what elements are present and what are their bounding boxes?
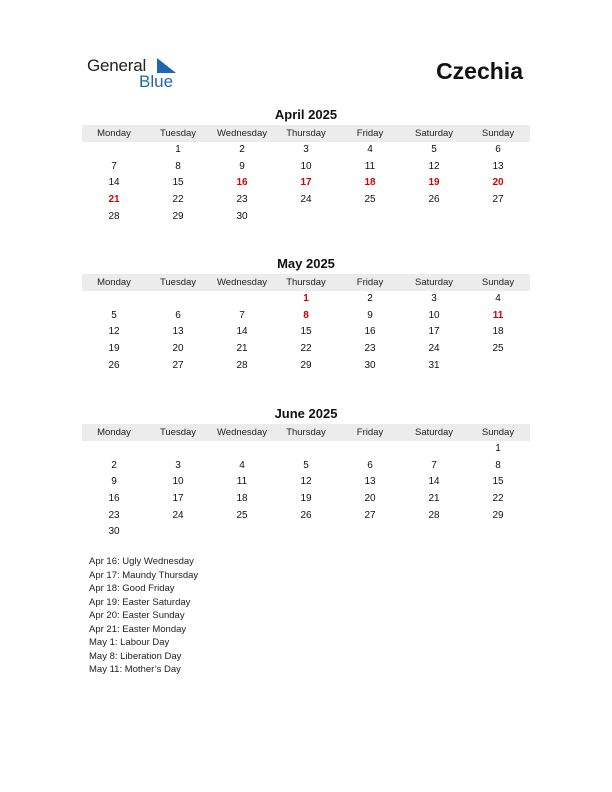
holiday-note: Apr 18: Good Friday [89,583,175,594]
week-row [82,474,530,491]
day-cell: 14 [428,476,440,488]
holiday-day-cell: 17 [300,177,312,189]
month-calendar-may [82,256,530,374]
week-row [82,441,530,458]
day-cell: 14 [108,177,120,189]
holiday-note: Apr 20: Easter Sunday [89,610,185,621]
day-cell: 16 [364,326,376,338]
week-row [82,291,530,308]
day-cell: 19 [300,493,312,505]
day-cell: 8 [175,160,181,172]
holiday-note: Apr 16: Ugly Wednesday [89,556,194,567]
week-row [82,491,530,508]
weekday-label: Thursday [286,427,326,438]
empty-day-cell [146,291,210,308]
weekday-label: Tuesday [159,427,197,438]
holiday-notes-list [89,555,198,677]
day-cell: 30 [236,210,248,222]
weeks-grid [82,441,530,541]
weeks-grid [82,142,530,225]
weekday-label: Friday [356,128,384,139]
empty-day-cell [82,142,146,159]
logo-text-general: General [87,56,147,75]
weekday-label: Friday [356,277,384,288]
weekday-label: Tuesday [159,277,197,288]
empty-day-cell [210,524,274,541]
weekday-label: Monday [97,427,131,438]
week-row [82,175,530,192]
day-cell: 21 [236,343,248,355]
holiday-day-cell: 21 [108,194,120,206]
day-cell: 26 [300,509,312,521]
day-cell: 6 [495,144,501,155]
day-cell: 29 [300,359,312,371]
day-cell: 3 [431,293,437,304]
day-cell: 27 [364,509,376,521]
holiday-day-cell: 16 [236,177,248,189]
logo-text-blue: Blue [139,72,174,91]
holiday-day-cell: 8 [303,309,309,321]
day-cell: 5 [431,144,437,155]
weekday-label: Saturday [414,128,454,139]
day-cell: 9 [367,309,373,321]
country-title: Czechia [436,58,523,84]
weekday-label: Thursday [286,128,326,139]
day-cell: 1 [495,443,501,454]
day-cell: 6 [367,459,373,471]
empty-day-cell [402,209,466,226]
week-row [82,308,530,325]
day-cell: 14 [236,326,248,338]
day-cell: 18 [236,493,248,505]
holiday-day-cell: 18 [364,177,376,189]
weeks-grid [82,291,530,374]
month-calendar-april [82,107,530,225]
day-cell: 20 [364,493,376,505]
day-cell: 10 [428,309,440,321]
weekday-label: Sunday [481,128,515,139]
week-row [82,209,530,226]
day-cell: 10 [300,160,312,172]
day-cell: 24 [300,194,312,206]
weekday-label: Wednesday [217,128,267,139]
empty-day-cell [466,358,530,375]
day-cell: 4 [239,459,245,471]
day-cell: 7 [239,309,245,321]
day-cell: 11 [364,160,376,172]
holiday-note: May 8: Liberation Day [89,650,182,662]
empty-day-cell [338,441,402,458]
day-cell: 22 [172,194,184,206]
day-cell: 28 [108,210,120,222]
day-cell: 26 [108,359,120,371]
weekday-header [82,274,530,291]
holiday-day-cell: 1 [303,293,309,304]
day-cell: 25 [364,194,376,206]
day-cell: 25 [492,343,504,355]
empty-day-cell [274,441,338,458]
day-cell: 15 [172,177,184,189]
holiday-note: Apr 19: Easter Saturday [89,596,191,608]
month-title: April 2025 [274,107,338,122]
empty-day-cell [338,209,402,226]
empty-day-cell [466,209,530,226]
day-cell: 12 [108,326,120,338]
holiday-note: Apr 21: Easter Monday [89,623,187,635]
week-row [82,324,530,341]
day-cell: 9 [111,476,117,488]
month-title: May 2025 [277,256,335,271]
holiday-note: May 11: Mother’s Day [89,664,181,675]
empty-day-cell [82,441,146,458]
day-cell: 24 [428,343,440,355]
day-cell: 19 [108,343,120,355]
weekday-label: Saturday [414,277,454,288]
day-cell: 30 [108,526,120,538]
day-cell: 3 [303,144,309,155]
holiday-day-cell: 11 [492,309,504,321]
weekday-label: Sunday [481,277,515,288]
day-cell: 21 [428,493,440,505]
week-row [82,358,530,375]
weekday-label: Monday [97,277,131,288]
weekday-label: Wednesday [217,277,267,288]
weekday-label: Sunday [481,427,515,438]
day-cell: 13 [492,160,504,172]
month-calendar-june [82,406,530,541]
weekday-label: Tuesday [159,128,197,139]
day-cell: 27 [172,359,184,371]
empty-day-cell [402,524,466,541]
empty-day-cell [210,291,274,308]
week-row [82,508,530,525]
empty-day-cell [274,524,338,541]
month-title: June 2025 [274,406,338,421]
day-cell: 7 [431,459,437,471]
holiday-note: Apr 17: Maundy Thursday [89,569,199,581]
day-cell: 4 [367,144,373,155]
week-row [82,341,530,358]
holiday-day-cell: 19 [428,177,440,189]
day-cell: 15 [300,326,312,338]
day-cell: 28 [428,509,440,521]
empty-day-cell [82,291,146,308]
weekday-label: Friday [356,427,384,438]
day-cell: 9 [239,160,245,172]
empty-day-cell [466,524,530,541]
day-cell: 23 [108,509,120,521]
generalblue-logo [87,56,187,92]
day-cell: 26 [428,194,440,206]
weekday-label: Thursday [286,277,326,288]
day-cell: 1 [175,144,181,155]
day-cell: 12 [428,160,440,172]
day-cell: 2 [239,144,245,155]
day-cell: 31 [428,359,440,371]
day-cell: 25 [236,509,248,521]
week-row [82,159,530,176]
day-cell: 4 [495,293,501,304]
weekday-header [82,125,530,142]
day-cell: 18 [492,326,504,338]
day-cell: 8 [495,459,501,471]
day-cell: 10 [172,476,184,488]
day-cell: 22 [300,343,312,355]
day-cell: 17 [428,326,440,338]
empty-day-cell [146,524,210,541]
day-cell: 27 [492,194,504,206]
empty-day-cell [146,441,210,458]
day-cell: 2 [111,459,117,471]
day-cell: 16 [108,493,120,505]
day-cell: 28 [236,359,248,371]
week-row [82,142,530,159]
empty-day-cell [402,441,466,458]
day-cell: 23 [364,343,376,355]
weekday-label: Wednesday [217,427,267,438]
day-cell: 3 [175,459,181,471]
day-cell: 29 [492,509,504,521]
empty-day-cell [274,209,338,226]
day-cell: 22 [492,493,504,505]
empty-day-cell [210,441,274,458]
day-cell: 13 [364,476,376,488]
week-row [82,458,530,475]
holiday-day-cell: 20 [492,177,504,189]
day-cell: 20 [172,343,184,355]
holiday-note: May 1: Labour Day [89,637,170,648]
day-cell: 23 [236,194,248,206]
day-cell: 5 [303,459,309,471]
day-cell: 15 [492,476,504,488]
day-cell: 5 [111,309,117,321]
day-cell: 11 [236,476,248,488]
day-cell: 7 [111,160,117,172]
week-row [82,192,530,209]
day-cell: 13 [172,326,184,338]
weekday-label: Monday [97,128,131,139]
day-cell: 30 [364,359,376,371]
weekday-header [82,424,530,441]
day-cell: 17 [172,493,184,505]
day-cell: 6 [175,309,181,321]
day-cell: 24 [172,509,184,521]
week-row [82,524,530,541]
empty-day-cell [338,524,402,541]
weekday-label: Saturday [414,427,454,438]
day-cell: 12 [300,476,312,488]
day-cell: 29 [172,210,184,222]
day-cell: 2 [367,293,373,304]
